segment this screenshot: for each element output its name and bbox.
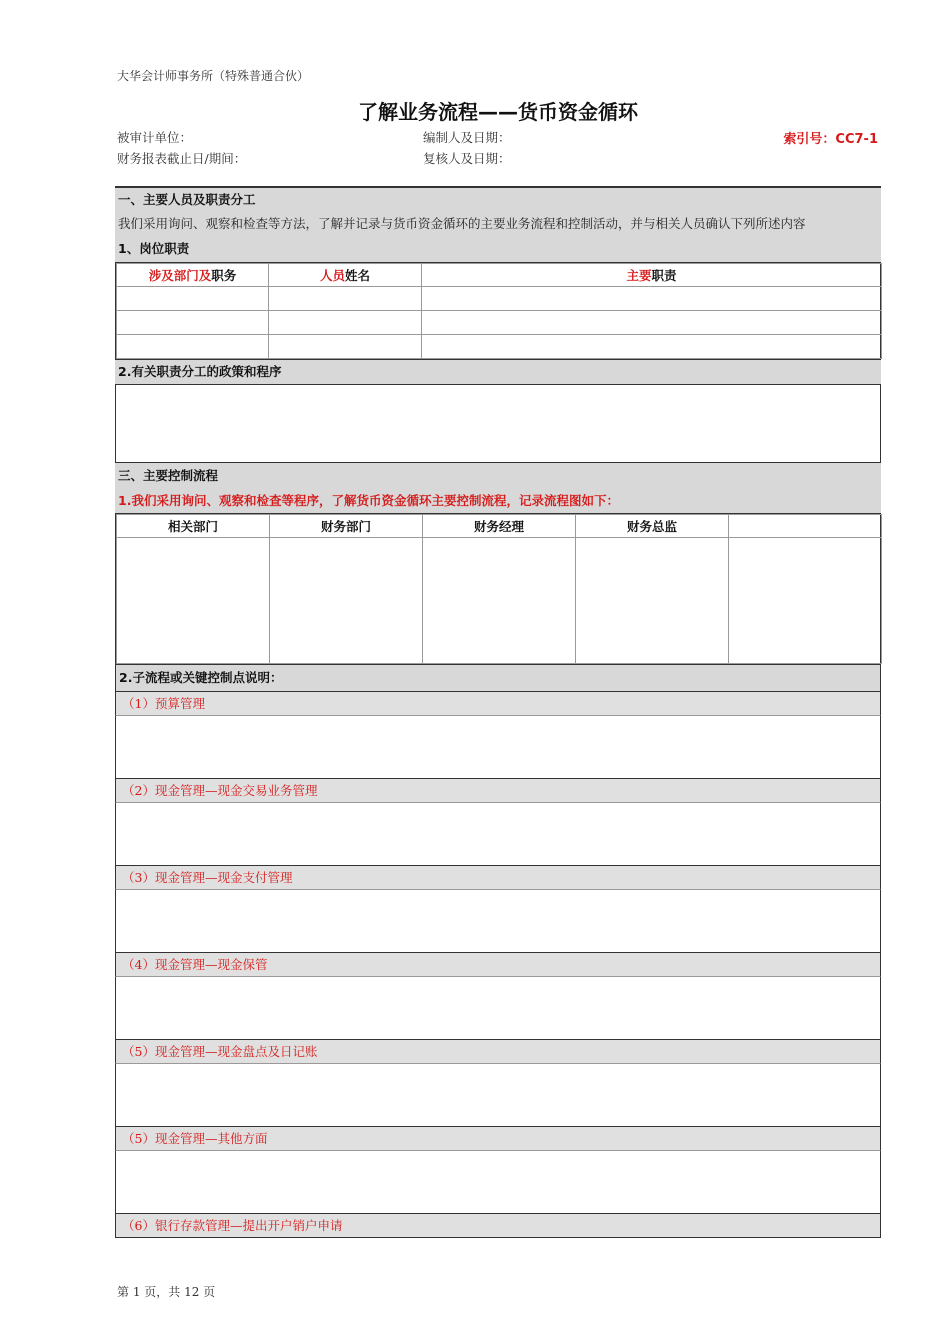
control-points-heading: 2.子流程或关键控制点说明： (115, 665, 881, 691)
subprocess-box-budget[interactable] (115, 716, 881, 778)
table-cell[interactable] (422, 311, 882, 335)
subprocess-box-cash-count[interactable] (115, 1064, 881, 1126)
flow-note: 1.我们采用询问、观察和检查等程序，了解货币资金循环主要控制流程，记录流程图如下： (115, 489, 881, 513)
flow-lane[interactable] (117, 538, 270, 664)
duty-policy-box[interactable] (115, 384, 881, 463)
table-cell[interactable] (269, 335, 422, 359)
flow-lane[interactable] (729, 538, 882, 664)
preparer-label: 编制人及日期： (423, 130, 511, 145)
table-cell[interactable] (117, 311, 269, 335)
firm-name: 大华会计师事务所（特殊普通合伙） (117, 69, 310, 83)
header-department-position: 涉及部门及职务 (117, 264, 269, 287)
section-1-intro: 我们采用询问、观察和检查等方法，了解并记录与货币资金循环的主要业务流程和控制活动，并与相关人员确认下列所述内容 (115, 212, 881, 236)
flow-column-related-dept: 相关部门 (117, 515, 270, 538)
subprocess-label-cash-custody: （4）现金管理—现金保管 (115, 952, 881, 977)
flow-column-finance-dept: 财务部门 (270, 515, 423, 538)
subprocess-box-cash-other[interactable] (115, 1151, 881, 1213)
page-title: 了解业务流程——货币资金循环 (358, 100, 638, 124)
table-cell[interactable] (117, 287, 269, 311)
table-cell[interactable] (269, 311, 422, 335)
flow-column-finance-manager: 财务经理 (423, 515, 576, 538)
job-duties-header-row (117, 264, 882, 287)
table-cell[interactable] (422, 335, 882, 359)
header-person-name: 人员姓名 (269, 264, 422, 287)
subprocess-box-cash-payments[interactable] (115, 890, 881, 952)
table-row (117, 335, 882, 359)
reviewer-label: 复核人及日期： (423, 151, 511, 166)
section-1-title: 一、主要人员及职责分工 (115, 188, 881, 212)
subprocess-box-cash-custody[interactable] (115, 977, 881, 1039)
flow-column-cfo: 财务总监 (576, 515, 729, 538)
subprocess-label-cash-count: （5）现金管理—现金盘点及日记账 (115, 1039, 881, 1064)
flowchart-table (115, 513, 881, 665)
flowchart-body-row (117, 538, 882, 664)
period-label: 财务报表截止日/期间： (117, 151, 247, 166)
flow-lane[interactable] (576, 538, 729, 664)
reference-number: 索引号：CC7-1 (783, 132, 878, 147)
auditee-label: 被审计单位： (117, 130, 193, 145)
table-row (117, 287, 882, 311)
table-cell[interactable] (117, 335, 269, 359)
workpaper-sheet (115, 186, 881, 1238)
table-row (117, 311, 882, 335)
section-3-title: 三、主要控制流程 (115, 463, 881, 489)
subprocess-label-bank-account: （6）银行存款管理—提出开户销户申请 (115, 1213, 881, 1238)
job-duties-table (115, 262, 881, 360)
subprocess-label-cash-transactions: （2）现金管理—现金交易业务管理 (115, 778, 881, 803)
table-cell[interactable] (422, 287, 882, 311)
subprocess-label-cash-payments: （3）现金管理—现金支付管理 (115, 865, 881, 890)
flow-lane[interactable] (423, 538, 576, 664)
subprocess-label-cash-other: （5）现金管理—其他方面 (115, 1126, 881, 1151)
header-main-duties: 主要职责 (422, 264, 882, 287)
flow-column-extra (729, 515, 882, 538)
subprocess-label-budget: （1）预算管理 (115, 691, 881, 716)
flowchart-header-row (117, 515, 882, 538)
subprocess-box-cash-transactions[interactable] (115, 803, 881, 865)
duty-policy-heading: 2.有关职责分工的政策和程序 (115, 360, 881, 384)
job-duties-heading: 1、岗位职责 (115, 236, 881, 262)
flow-lane[interactable] (270, 538, 423, 664)
page-number: 第 1 页，共 12 页 (117, 1285, 216, 1299)
table-cell[interactable] (269, 287, 422, 311)
